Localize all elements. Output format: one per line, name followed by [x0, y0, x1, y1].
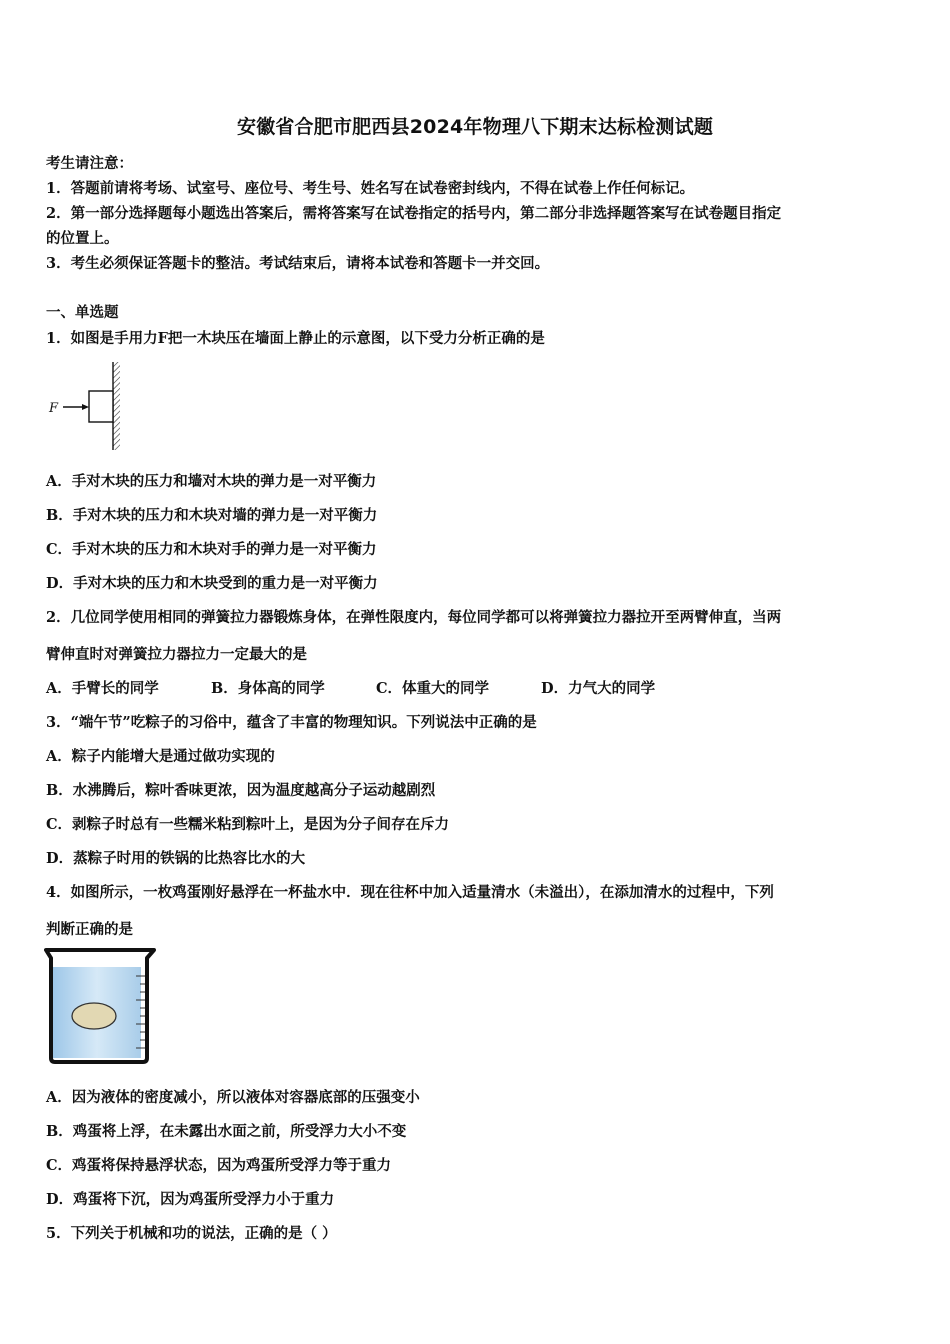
q2-stem-line2: 臂伸直时对弹簧拉力器拉力一定最大的是	[46, 646, 307, 663]
q2-option-d: D．力气大的同学	[541, 680, 656, 697]
q1-stem: 1．如图是手用力F把一木块压在墙面上静止的示意图，以下受力分析正确的是	[46, 330, 545, 347]
beaker-egg-figure	[44, 946, 158, 1064]
notice-item-1: 1．答题前请将考场、试室号、座位号、考生号、姓名写在试卷密封线内，不得在试卷上作任何标记。	[46, 180, 695, 197]
q4-stem-line2: 判断正确的是	[46, 921, 133, 938]
q4-option-a: A．因为液体的密度减小，所以液体对容器底部的压强变小	[46, 1089, 420, 1106]
egg	[72, 1003, 116, 1029]
notice-item-2: 2．第一部分选择题每小题选出答案后，需将答案写在试卷指定的括号内，第二部分非选择题答案写在试卷题目指定	[46, 205, 782, 222]
notice-item-2-cont: 的位置上。	[46, 230, 119, 247]
q2-option-c: C．体重大的同学	[376, 680, 490, 697]
q2-option-b: B．身体高的同学	[211, 680, 325, 697]
wall-hatch	[113, 362, 120, 450]
force-arrowhead	[82, 404, 89, 410]
q4-stem-line1: 4．如图所示，一枚鸡蛋刚好悬浮在一杯盐水中．现在往杯中加入适量清水（未溢出），在添加清水的过程中，下列	[46, 884, 774, 901]
q2-stem-line1: 2．几位同学使用相同的弹簧拉力器锻炼身体，在弹性限度内，每位同学都可以将弹簧拉力器拉开至两臂伸直，当两	[46, 609, 782, 626]
q3-option-a: A．粽子内能增大是通过做功实现的	[46, 748, 275, 765]
q3-option-c: C．剥粽子时总有一些糯米粘到粽叶上，是因为分子间存在斥力	[46, 816, 450, 833]
q1-option-a: A．手对木块的压力和墙对木块的弹力是一对平衡力	[46, 473, 377, 490]
notice-heading: 考生请注意：	[46, 155, 133, 172]
wall-block-figure	[46, 360, 126, 452]
q3-option-b: B．水沸腾后，粽叶香味更浓，因为温度越高分子运动越剧烈	[46, 782, 436, 799]
q1-option-b: B．手对木块的压力和木块对墙的弹力是一对平衡力	[46, 507, 378, 524]
q4-option-d: D．鸡蛋将下沉，因为鸡蛋所受浮力小于重力	[46, 1191, 335, 1208]
q4-option-c: C．鸡蛋将保持悬浮状态，因为鸡蛋所受浮力等于重力	[46, 1157, 392, 1174]
notice-item-3: 3．考生必须保证答题卡的整洁。考试结束后，请将本试卷和答题卡一并交回。	[46, 255, 550, 272]
wood-block	[89, 391, 113, 422]
q4-option-b: B．鸡蛋将上浮，在未露出水面之前，所受浮力大小不变	[46, 1123, 407, 1140]
force-label: F	[49, 401, 59, 416]
q1-option-c: C．手对木块的压力和木块对手的弹力是一对平衡力	[46, 541, 377, 558]
q5-stem: 5．下列关于机械和功的说法，正确的是（ ）	[46, 1225, 337, 1242]
page-title: 安徽省合肥市肥西县2024年物理八下期末达标检测试题	[236, 116, 714, 138]
q3-option-d: D．蒸粽子时用的铁锅的比热容比水的大	[46, 850, 306, 867]
q2-options	[46, 677, 655, 698]
q2-option-a: A．手臂长的同学	[46, 680, 159, 697]
q1-option-d: D．手对木块的压力和木块受到的重力是一对平衡力	[46, 575, 378, 592]
section-heading: 一、单选题	[46, 304, 119, 321]
q3-stem: 3．“端午节”吃粽子的习俗中，蕴含了丰富的物理知识。下列说法中正确的是	[46, 714, 537, 731]
